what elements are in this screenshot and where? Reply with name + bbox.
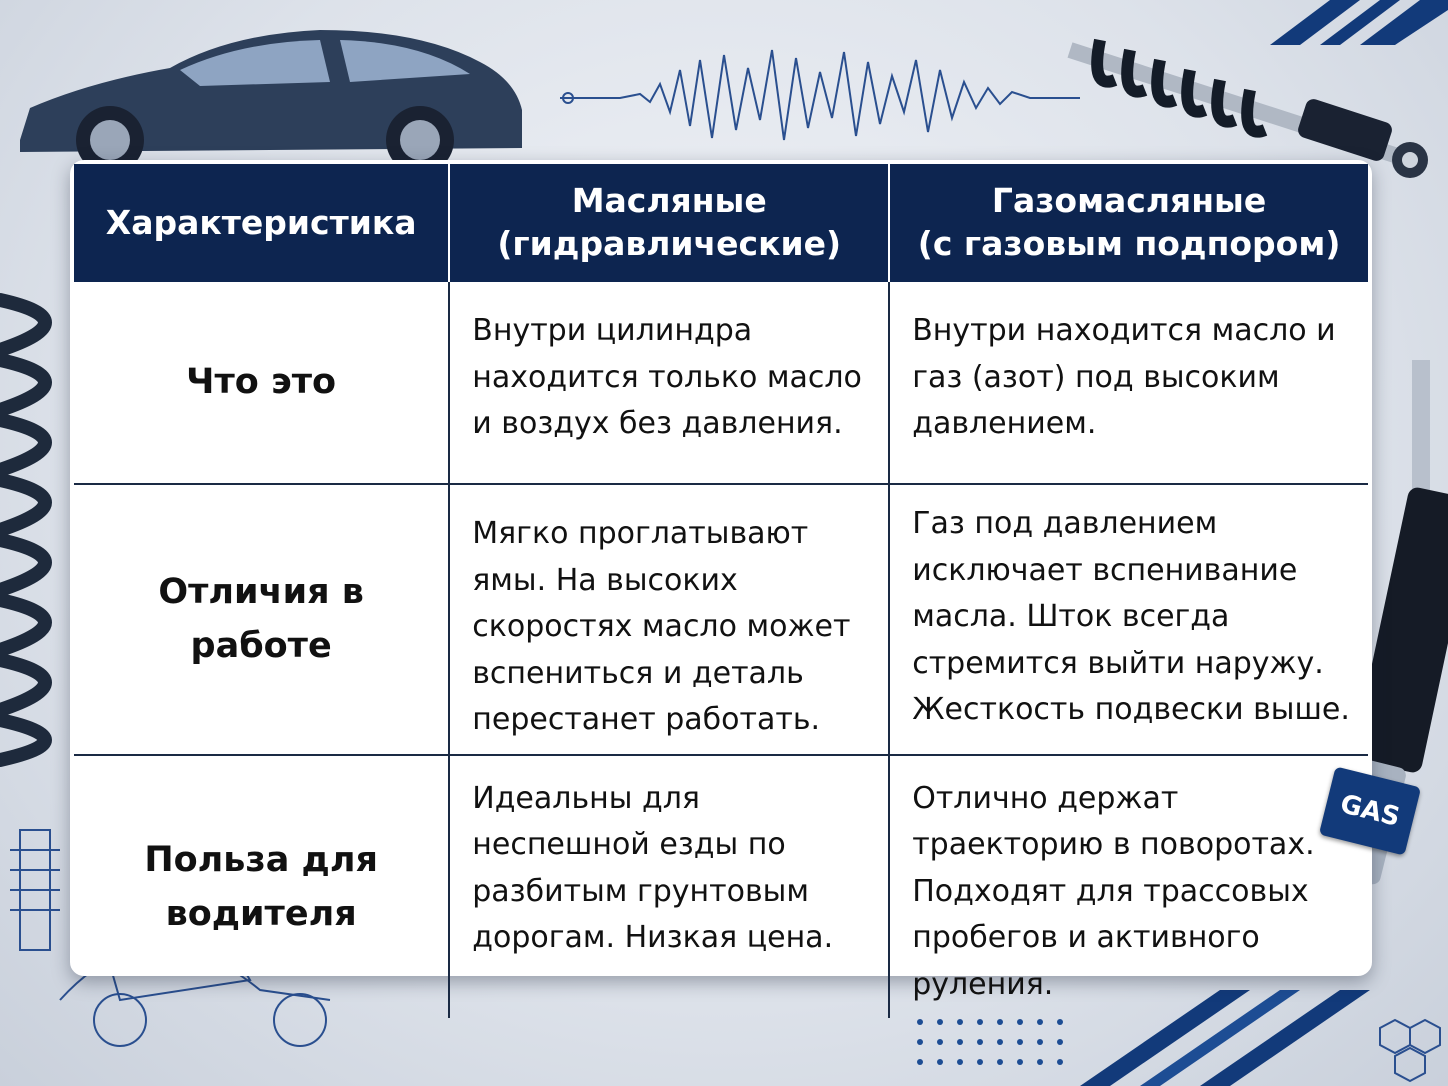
table-row — [74, 282, 1368, 484]
row-label: Что это — [74, 282, 449, 484]
cell-gas: Отлично держат траекторию в поворотах. Подходят для трассовых пробегов и активного руления. — [912, 780, 1315, 1002]
table-row — [74, 484, 1368, 755]
cell-gas: Газ под давлением исключает вспенивание масла. Шток всегда стремится выйти наружу. Жесткость подвески выше. — [889, 484, 1368, 755]
header-gas-oil: Газомасляные (с газовым подпором) — [889, 164, 1368, 282]
row-label: Отличия в работе — [74, 484, 449, 755]
header-characteristic: Характеристика — [74, 164, 449, 282]
header-oil: Масляные (гидравлические) — [449, 164, 889, 282]
sedan-car-icon — [20, 30, 522, 174]
cell-oil: Мягко проглатывают ямы. На высоких скоростях масло может вспениться и деталь перестанет работать. — [449, 484, 889, 755]
cell-gas: Внутри находится масло и газ (азот) под высоким давлением. — [889, 282, 1368, 484]
waveform-graphic — [560, 50, 1080, 140]
shock-absorber-top-icon — [1070, 40, 1428, 178]
comparison-table-card — [70, 160, 1372, 1002]
shock-absorber-comparison-table — [74, 164, 1368, 1018]
hexagon-icon — [1380, 1020, 1440, 1081]
cell-oil: Внутри цилиндра находится только масло и воздух без давления. — [449, 282, 889, 484]
table-row — [74, 755, 1368, 1019]
coil-spring-left — [0, 300, 45, 760]
row-label: Польза для водителя — [74, 755, 449, 1019]
cell-oil: Идеальны для неспешной езды по разбитым грунтовым дорогам. Низкая цена. — [449, 755, 889, 1019]
table-header-row — [74, 164, 1368, 282]
dot-grid — [917, 1019, 1063, 1065]
gas-badge: GAS — [1319, 766, 1421, 855]
stripes-top-right — [1270, 0, 1448, 45]
